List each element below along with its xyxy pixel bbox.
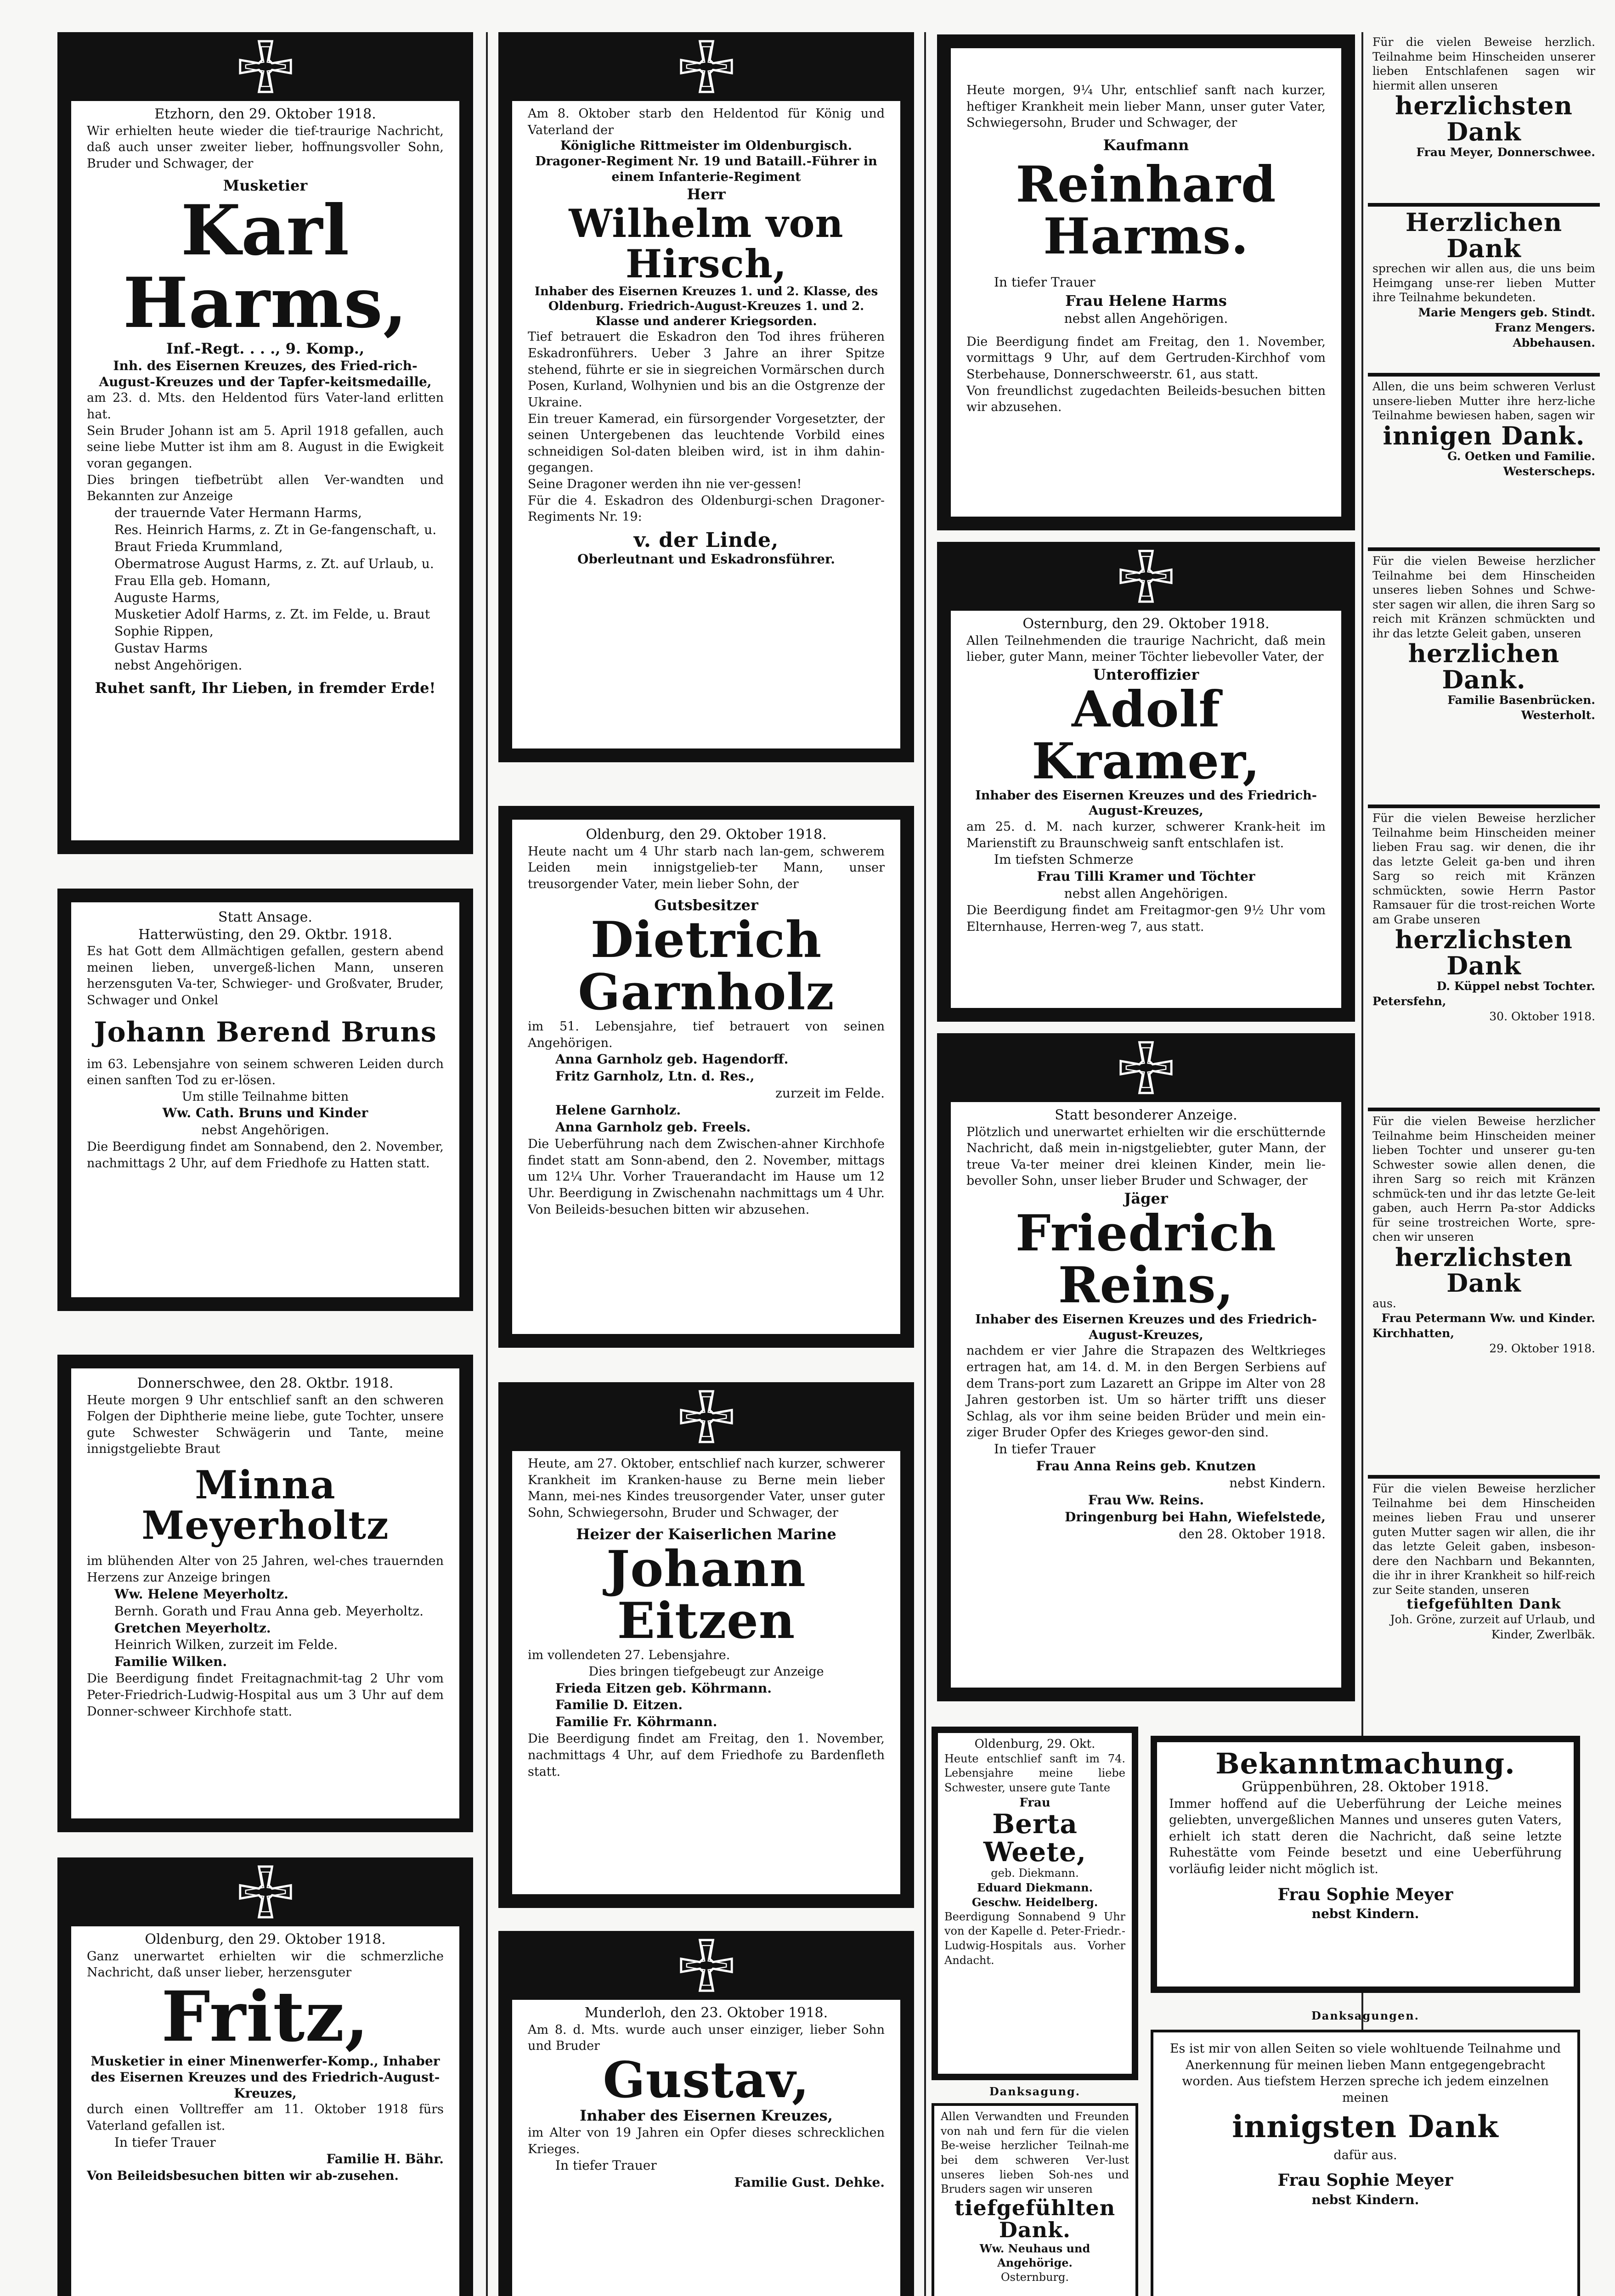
deceased-name: Reinhard Harms. [1016,155,1276,266]
signature: Frieda Eitzen geb. Köhrmann. [555,1680,772,1696]
iron-cross-icon [238,39,293,94]
signature: Res. Heinrich Harms, z. Zt in Ge-fangenschaft, u. Braut Frieda Krummland, [114,522,437,554]
signature: Ww. Neuhaus und Angehörige. [979,2241,1090,2270]
signature: Frau Meyer, Donnerschwee. [1416,146,1595,159]
signature: D. Küppel nebst Tochter. [1436,979,1595,993]
obituary-reins [937,1033,1355,1701]
thanks-kueppel [1368,808,1600,1111]
text: Ein treuer Kamerad, ein fürsorgender Vorgesetzter, der seinen Untergebenen das leuchtende Vorbild eines schneidigen Sol-daten bleiben wird, ist in ihm dahin-gegangen. [528,411,885,475]
signature: Gustav Harms [114,641,208,656]
thanks-groene [1368,1479,1600,1727]
text: am 23. d. Mts. den Heldentod fürs Vater-land erlitten hat. [87,391,444,422]
obituary-bruns [57,889,473,1311]
signature: nebst Kindern. [1311,2192,1419,2207]
text: Die Beerdigung findet am Freitagmor-gen 9½ Uhr vom Elternhause, Herren-weg 7, aus statt. [966,903,1326,934]
deceased-name: Friedrich Reins, [1015,1204,1277,1315]
rank: Musketier [223,177,308,195]
text: im vollendeten 27. Lebensjahre. [528,1648,730,1663]
column-rule [924,32,926,2296]
thanks-line: Herzlichen Dank [1405,208,1563,263]
text: Es hat Gott dem Allmächtigen gefallen, gestern abend meinen lieben, unvergeß-lichen Mann, unseren herzensguten Va-ter, Schwieger- und Großvater, Bruder, Schwager und Onkel [87,944,444,1007]
text: Die Ueberführung nach dem Zwischen-ahner Kirchhofe findet statt am Sonn-abend, den 2. November, mittags um 12¼ Uhr. Vorher Trauerandacht im Hause um 12 Uhr. Beerdigung in Zwischenahn nachmittags um 4 Uhr. Von Beileids-besuchen bitten wir abzusehen. [528,1137,885,1217]
honors: Inh. des Eisernen Kreuzes, des Fried-rich-August-Kreuzes und der Tapfer-keitsmedaille, [99,358,432,390]
thanks-meyer [1368,32,1600,207]
obituary-garnholz [498,806,914,1348]
cross-band [71,32,459,101]
honors: Musketier in einer Minenwerfer-Komp., Inhaber des Eisernen Kreuzes und des Friedrich-August-Kreuzes, [90,2054,440,2101]
dateline: Etzhorn, den 29. Oktober 1918. [154,106,376,122]
iron-cross-icon [679,1389,734,1444]
dateline: Oldenburg, den 29. Oktober 1918. [145,1931,386,1947]
place: Abbehausen. [1513,336,1595,349]
dateline: Osternburg, den 29. Oktober 1918. [1022,616,1270,632]
mourning-line: In tiefer Trauer [114,2134,216,2150]
text: Für die vielen Beweise herzlicher Teilnahme beim Hinscheiden meiner lieben Tochter und unserer gu-ten Schwester sowie allen denen, die ihren Sarg so reich mit Kränzen schmück-ten und ihr das letzte Ge-leit gaben, auch Herrn Pa-stor Addicks für seine trostreichen Worte, spre-chen wir unseren [1372,1114,1595,1244]
text: Wir erhielten heute wieder die tief-traurige Nachricht, daß auch unser zweiter lieber, hoffnungsvoller Sohn, Bruder und Schwager, der [87,124,444,171]
signature: nebst Angehörigen. [201,1122,329,1138]
text: Heute morgen 9 Uhr entschlief sanft an den schweren Folgen der Diphtherie meine liebe, gute Tochter, unsere gute Schwester Schwägerin und Tante, meine innigstgeliebte Braut [87,1393,444,1457]
text: sprechen wir allen aus, die uns beim Heimgang unse-rer lieben Mutter ihre Teilnahme bekundeten. [1372,262,1595,304]
text: im 51. Lebensjahre, tief betrauert von seinen Angehörigen. [528,1019,885,1050]
thanks-sophie-meyer [1151,2030,1580,2296]
section-heading: Danksagung. [989,2085,1081,2098]
obituary-weete [932,1727,1138,2080]
rank: Herr [687,185,726,203]
signature: Ww. Helene Meyerholtz. [114,1586,288,1602]
thanks-line: tiefgefühlten Dank [1406,1596,1561,1612]
dateline: Oldenburg, den 29. Oktober 1918. [586,827,827,843]
iron-cross-icon [679,39,734,94]
cross-band [512,32,900,101]
cross-band [951,1033,1341,1102]
signature: Frau Anna Reins geb. Knutzen [1036,1458,1256,1474]
rank: Unteroffizier [1093,665,1199,683]
thanks-petermann [1368,1111,1600,1479]
cross-band [512,1931,900,2000]
signature: Bernh. Gorath und Frau Anna geb. Meyerholtz. [114,1603,424,1619]
dateline: Munderloh, den 23. Oktober 1918. [584,2005,828,2021]
date: 29. Oktober 1918. [1489,1342,1595,1356]
signature: Eduard Diekmann. [977,1881,1093,1895]
section-heading: Danksagungen. [1311,2009,1420,2022]
honors: Inhaber des Eisernen Kreuzes und des Friedrich-August-Kreuzes, [975,788,1317,818]
signature: Franz Mengers. [1495,321,1595,334]
text: Die Beerdigung findet am Freitag, den 1. November, vormittags 9 Uhr, auf dem Gertruden-Kirchhof vom Sterbehause, Donnerschweerstr. 61, aus statt. [966,334,1326,382]
signature: Frau Tilli Kramer und Töchter [1037,869,1255,884]
closing-line: Ruhet sanft, Ihr Lieben, in fremder Erde! [95,679,436,697]
text: Allen, die uns beim schweren Verlust unsere-lieben Mutter ihre herz-liche Teilnahme bewiesen haben, sagen wir [1372,380,1595,422]
mourning-line: Im tiefsten Schmerze [994,852,1134,867]
signature: Gretchen Meyerholtz. [114,1620,271,1636]
mourning-line: In tiefer Trauer [994,274,1095,290]
date: 30. Oktober 1918. [1489,1010,1595,1024]
signature: Heinrich Wilken, zurzeit im Felde. [114,1637,338,1653]
cross-band [951,542,1341,611]
place: Petersfehn, [1372,995,1446,1008]
mourning-line: In tiefer Trauer [994,1441,1095,1457]
text: Die Beerdigung findet Freitagnachmit-tag 2 Uhr vom Peter-Friedrich-Ludwig-Hospital aus um 3 Uhr auf dem Donner-schweer Kirchhofe statt. [87,1671,444,1719]
deceased-name: Karl Harms, [123,190,408,343]
deceased-name: Adolf Kramer, [1032,680,1260,791]
deceased-name: Johann Berend Bruns [94,1016,437,1048]
signature: zurzeit im Felde. [775,1086,885,1101]
signature-title: Oberleutnant und Eskadronsführer. [577,551,835,567]
deceased-name: Dietrich Garnholz [578,911,835,1021]
thanks-line: herzlichen Dank. [1408,639,1560,694]
signature: Frau Helene Harms [1065,292,1227,310]
text: Heute morgen, 9¼ Uhr, entschlief sanft nach kurzer, heftiger Krankheit mein lieber Mann, unser guter Vater, Schwiegersohn, Bruder und Schwager, der [966,83,1326,130]
thanks-line: herzlichsten Dank [1395,91,1573,146]
signature: Obermatrose August Harms, z. Zt. auf Urlaub, u. Frau Ella geb. Homann, [114,556,434,588]
signature: Frau Petermann Ww. und Kinder. [1381,1311,1595,1325]
text: Dies bringen tiefbetrübt allen Ver-wandten und Bekannten zur Anzeige [87,473,444,504]
text: Heute entschlief sanft im 74. Lebensjahre meine liebe Schwester, unsere gute Tante [944,1752,1125,1794]
rank: Heizer der Kaiserlichen Marine [576,1525,836,1543]
text: Die Beerdigung findet am Sonnabend, den 2. November, nachmittags 2 Uhr, auf dem Friedhofe zu Hatten statt. [87,1140,444,1171]
dateline: Donnerschwee, den 28. Oktbr. 1918. [137,1375,394,1391]
deceased-name: Gustav, [603,2051,810,2109]
honors: Inhaber des Eisernen Kreuzes, [580,2107,833,2125]
rank: Königliche Rittmeister im Oldenburgisch. Dragoner-Regiment Nr. 19 und Bataill.-Führer in einem Infanterie-Regiment [535,139,877,184]
signature: Auguste Harms, [114,590,220,605]
rank: Kaufmann [1103,136,1189,154]
text: Es ist mir von allen Seiten so viele wohltuende Teilnahme und Anerkennung für meinen lieben Mann entgegengebracht worden. Aus tiefstem Herzen spreche ich jedem einzelnen meinen [1169,2042,1561,2105]
text: Für die vielen Beweise herzlicher Teilnahme beim Hinscheiden meiner lieben Frau sag. wir denen, die ihr das letzte Geleit ga-ben und ihren Sarg so reich mit Kränzen schmückten, sowie Herrn Pastor Ramsauer für die trost-reichen Worte am Grabe unseren [1372,811,1595,926]
dateline: Oldenburg, 29. Okt. [974,1737,1095,1751]
signature: Frau Sophie Meyer [1277,1885,1453,1904]
notice-title: Bekanntmachung. [1215,1747,1515,1780]
text: durch einen Volltreffer am 11. Oktober 1918 fürs Vaterland gefallen ist. [87,2102,444,2133]
rank: Frau [1019,1795,1050,1810]
text: Für die vielen Beweise herzlich. Teilnahme beim Hinscheiden unserer lieben Entschlafenen sagen wir hiermit allen unseren [1372,35,1595,92]
text: im 63. Lebensjahre von seinem schweren Leiden durch einen sanften Tod zu er-lösen. [87,1057,444,1088]
signature: nebst Kindern. [1311,1906,1419,1922]
date: den 28. Oktober 1918. [1179,1526,1326,1542]
thanks-oetken [1368,377,1600,551]
text: Die Beerdigung findet am Freitag, den 1. November, nachmittags 4 Uhr, auf dem Friedhofe zu Bardenfleth statt. [528,1732,885,1779]
iron-cross-icon [238,1864,293,1919]
thanks-mengers [1368,207,1600,377]
signature: Familie Gust. Dehke. [734,2175,885,2190]
thanks-basenbruecken [1368,551,1600,808]
text: Seine Dragoner werden ihn nie ver-gessen! [528,477,802,491]
signature: Musketier Adolf Harms, z. Zt. im Felde, u. Braut Sophie Rippen, [114,607,430,639]
iron-cross-icon [1118,1040,1174,1095]
signature: Familie D. Eitzen. [555,1697,683,1713]
obituary-meyerholtz [57,1355,473,1832]
born-name: geb. Diekmann. [991,1866,1079,1880]
dateline: Hatterwüsting, den 29. Oktbr. 1918. [138,926,392,943]
text: am 25. d. M. nach kurzer, schwerer Krank-heit im Marienstift zu Braunschweig sanft entschlafen ist. [966,820,1326,850]
signature: v. der Linde, [633,528,779,552]
text: Dies bringen tiefgebeugt zur Anzeige [588,1664,824,1679]
text: Für die vielen Beweise herzlicher Teilnahme bei dem Hinscheiden meines lieben Frau und unserer guten Mutter sagen wir allen, die ihr das letzte Geleit gaben, insbeson-dere den Nachbarn und Bekannten, die ihr in ihrer Krankheit so hilf-reich zur Seite standen, unseren [1372,1482,1595,1597]
honors: Inhaber des Eisernen Kreuzes 1. und 2. Klasse, des Oldenburg. Friedrich-August-Kreuzes 1. und 2. Klasse und anderer Kriegsorden. [534,284,878,328]
text: Heute, am 27. Oktober, entschlief nach kurzer, schwerer Krankheit im Kranken-hause zu Berne mein lieber Mann, mei-nes Kindes treusorgender Vater, unser guter Sohn, Schwiegersohn, Bruder und Schwager, der [528,1457,885,1520]
deceased-name: Minna Meyerholtz [141,1462,389,1548]
obituary-reinhard-harms [937,34,1355,530]
signature: der trauernde Vater Hermann Harms, [114,505,362,520]
signature: Familie Fr. Köhrmann. [555,1714,717,1730]
signature: Familie H. Bähr. [326,2151,444,2167]
thanks-line: innigen Dank. [1383,421,1585,450]
signature: Anna Garnholz geb. Hagendorff. [555,1052,789,1067]
cross-band [512,1382,900,1451]
text: im Alter von 19 Jahren ein Opfer dieses schrecklichen Krieges. [528,2126,885,2156]
cross-band [71,1857,459,1926]
text: Am 8. Oktober starb den Heldentod für König und Vaterland der [528,107,885,137]
signature: Ww. Cath. Bruns und Kinder [162,1105,368,1121]
text: Heute nacht um 4 Uhr starb nach lan-gem, schwerem Leiden mein innigstgeliеb-ter Mann, unser treusorgender Vater, mein lieber Sohn, der [528,844,885,891]
rank: Gutsbesitzer [654,896,758,914]
thanks-line: tiefgefühlten Dank. [954,2195,1116,2243]
obituary-eitzen [498,1382,914,1908]
text: dafür aus. [1333,2148,1397,2162]
text: Um stille Teilnahme bitten [181,1089,349,1104]
place: Kirchhatten, [1372,1327,1455,1340]
text: Sein Bruder Johann ist am 5. April 1918 gefallen, auch seine liebe Mutter ist ihm am 8. August in die Ewigkeit voran gegangen. [87,423,444,471]
text: Tief betrauert die Eskadron den Tod ihres früheren Eskadronführers. Ueber 3 Jahre an ihrer Spitze stehend, führte er sie in siegreichen Vormärschen durch Posen, Kurland, Wolhynien und bis an die Ostgrenze der Ukraine. [528,330,885,410]
text: Für die vielen Beweise herzlicher Teilnahme bei dem Hinscheiden unseres lieben Sohnes und Schwe-ster sagen wir allen, die ihren Sarg so reich mit Kränzen schmückten und ihr das letzte Geleit gaben, unseren [1372,554,1595,640]
obituary-kramer [937,542,1355,1022]
honors: Inhaber des Eisernen Kreuzes und des Friedrich-August-Kreuzes, [975,1312,1317,1342]
rank: Jäger [1124,1190,1168,1207]
signature: Frau Sophie Meyer [1277,2171,1453,2190]
obituary-karl-harms [57,32,473,854]
signature: Joh. Gröne, zurzeit auf Urlaub, und Kinder, Zwerlbäk. [1390,1612,1595,1641]
text: Von Beileidsbesuchen bitten wir ab-zusehen. [87,2169,399,2183]
prefix: Statt besonderer Anzeige. [1055,1107,1237,1123]
mourning-line: In tiefer Trauer [555,2158,657,2173]
obituary-gustav [498,1931,914,2296]
signature: Familie Basenbrücken. Westerholt. [1447,693,1595,722]
signature: Geschw. Heidelberg. [971,1896,1098,1909]
deceased-name: Wilhelm von Hirsch, [569,200,844,287]
thanks-neuhaus [932,2103,1138,2296]
column-rule [486,32,488,2296]
text: aus. [1372,1296,1396,1310]
dateline: Grüppenbühren, 28. Oktober 1918. [1242,1779,1489,1795]
prefix: Statt Ansage. [218,909,312,925]
text: Von freundlichst zugedachten Beileids-besuchen bitten wir abzusehen. [966,383,1326,415]
notice-bekanntmachung [1151,1736,1580,1993]
text: Beerdigung Sonnabend 9 Uhr von der Kapelle d. Peter-Friedr.-Ludwig-Hospitals aus. Vorher Andacht. [944,1910,1125,1967]
deceased-name: Fritz, [161,1976,369,2057]
iron-cross-icon [1118,549,1174,604]
signature: Fritz Garnholz, Ltn. d. Res., [555,1069,755,1084]
signature: nebst allen Angehörigen. [1064,886,1228,901]
place: Dringenburg bei Hahn, Wiefelstede, [1065,1509,1326,1525]
iron-cross-icon [679,1938,734,1993]
deceased-name: Johann Eitzen [606,1540,806,1650]
text: Für die 4. Eskadron des Oldenburgi-schen Dragoner-Regiments Nr. 19: [528,493,885,524]
place: Osternburg. [1000,2270,1069,2284]
thanks-line: innigsten Dank [1232,2108,1499,2144]
deceased-name: Berta Weete, [983,1808,1087,1868]
obituary-hirsch [498,32,914,762]
thanks-line: herzlichsten Dank [1395,1242,1573,1298]
text: nachdem er vier Jahre die Strapazen des Weltkrieges ertragen hat, am 14. d. M. in den Bergen Serbiens auf dem Trans-port zum Lazarett an Grippe im Alter von 28 Jahren gestorben ist. Um so härter trifft uns dieser Schlag, als vor ihm seine beiden Brüder und mein ein-ziger Bruder Opfer des Krieges gewor-den sind. [966,1344,1326,1440]
signature: Marie Mengers geb. Stindt. [1418,305,1595,319]
text: Ganz unerwartet erhielten wir die schmerzliche Nachricht, daß unser lieber, herzensguter [87,1949,444,1980]
signature: nebst Angehörigen. [114,658,243,673]
text: Immer hoffend auf die Ueberführung der Leiche meines geliebten, unvergeßlichen Mannes und unseres guten Vaters, erhielt ich statt deren die Nachricht, daß seine letzte Ruhestätte vom Feinde besetzt und eine Ueberführung vorläufig leider nicht möglich ist. [1169,1796,1562,1877]
signature: G. Oetken und Familie. Westerscheps. [1447,450,1595,478]
signature: Anna Garnholz geb. Freels. [555,1120,751,1135]
text: Allen Teilnehmenden die traurige Nachricht, daß mein lieber, guter Mann, meiner Töchter liebevoller Vater, der [966,633,1326,664]
signature: Frau Ww. Reins. [1088,1492,1204,1508]
signature: Familie Wilken. [114,1654,227,1670]
text: Allen Verwandten und Freunden von nah und fern für die vielen Be-weise herzlicher Teilnah-me bei dem schweren Ver-lust unseres lieben Soh-nes und Bruders sagen wir unseren [941,2110,1129,2196]
text: Am 8. d. Mts. wurde auch unser einziger, lieber Sohn und Bruder [528,2022,885,2054]
thanks-line: herzlichsten Dank [1395,925,1573,980]
signature: nebst allen Angehörigen. [1064,310,1228,326]
unit: Inf.-Regt. . . ., 9. Komp., [166,340,365,358]
signature: nebst Kindern. [1229,1475,1326,1491]
text: Plötzlich und unerwartet erhielten wir die erschütternde Nachricht, daß mein in-nigstgeliebter, guter Mann, der treue Va-ter meiner drei kleinen Kinder, mein lie-bevoller Sohn, unser lieber Bruder und Schwager, der [966,1125,1326,1188]
text: im blühenden Alter von 25 Jahren, wel-ches trauernden Herzens zur Anzeige bringen [87,1554,444,1585]
signature: Helene Garnholz. [555,1103,681,1118]
obituary-fritz [57,1857,473,2296]
